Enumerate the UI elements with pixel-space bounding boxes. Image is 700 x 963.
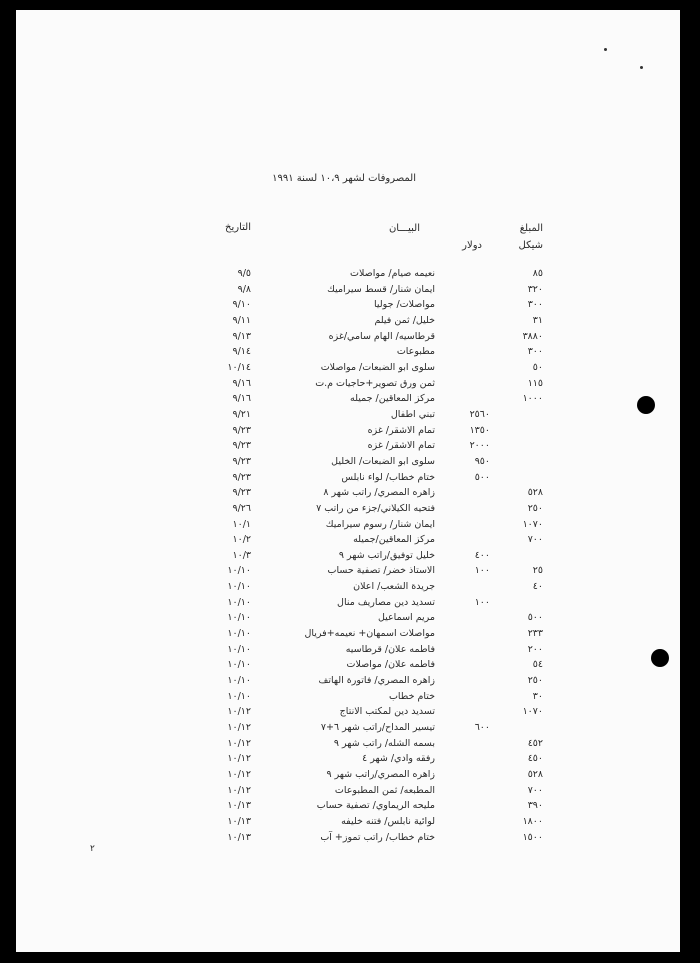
description-cell: تيسير المداح/راتب شهر ٦+٧ bbox=[320, 722, 435, 734]
description-cell: ثمن ورق تصوير+حاجيات م.ت bbox=[315, 377, 435, 389]
table-row bbox=[16, 440, 680, 456]
date-cell: ١٠/١٠ bbox=[227, 612, 251, 624]
description-cell: بسمه الشله/ راتب شهر ٩ bbox=[333, 737, 435, 749]
amount-dollar-cell: ٢٠٠٠ bbox=[469, 440, 490, 452]
description-cell: ختام خطاب/ راتب تموز+ آب bbox=[320, 831, 435, 843]
amount-shekel-cell: ٣٩٠ bbox=[527, 800, 543, 812]
table-row bbox=[16, 785, 680, 801]
document-title: المصروفات لشهر ١٠،٩ لسنة ١٩٩١ bbox=[272, 173, 416, 184]
document-page bbox=[16, 10, 680, 952]
table-row bbox=[16, 331, 680, 347]
description-cell: مطبوعات bbox=[396, 346, 435, 358]
date-cell: ٩/١٦ bbox=[232, 393, 251, 405]
amount-shekel-cell: ٤٥٠ bbox=[527, 753, 543, 765]
date-cell: ١٠/١٢ bbox=[227, 753, 251, 765]
date-cell: ٩/٢٣ bbox=[232, 424, 251, 436]
date-cell: ٩/٢١ bbox=[232, 408, 251, 420]
amount-shekel-cell: ١١٥ bbox=[527, 377, 543, 389]
description-cell: تبني اطفال bbox=[390, 408, 435, 420]
amount-shekel-cell: ٥٠ bbox=[532, 361, 543, 373]
amount-dollar-cell: ١٣٥٠ bbox=[469, 424, 490, 436]
table-row bbox=[16, 550, 680, 566]
description-cell: ايمان شنار/ رسوم سيراميك bbox=[325, 518, 435, 530]
amount-dollar-cell: ٩٥٠ bbox=[474, 455, 490, 467]
header-dollar: دولار bbox=[462, 240, 482, 251]
table-row bbox=[16, 612, 680, 628]
description-cell: فاطمه علان/ قرطاسيه bbox=[345, 643, 435, 655]
amount-shekel-cell: ١٠٧٠ bbox=[522, 706, 543, 718]
table-row bbox=[16, 832, 680, 848]
amount-shekel-cell: ٢٥٠ bbox=[527, 502, 543, 514]
amount-shekel-cell: ١٠٧٠ bbox=[522, 518, 543, 530]
description-cell: مليحه الريماوي/ تصفية حساب bbox=[316, 800, 435, 812]
table-row bbox=[16, 315, 680, 331]
amount-shekel-cell: ٧٠٠ bbox=[527, 534, 543, 546]
date-cell: ١٠/١٠ bbox=[227, 565, 251, 577]
description-cell: زاهره المصري/ فاتورة الهاتف bbox=[318, 675, 435, 687]
date-cell: ١٠/١٠ bbox=[227, 659, 251, 671]
date-cell: ٩/٢٣ bbox=[232, 487, 251, 499]
description-cell: ختام خطاب bbox=[388, 690, 435, 702]
table-row bbox=[16, 284, 680, 300]
description-cell: نعيمه صيام/ مواصلات bbox=[350, 268, 435, 279]
date-cell: ١٠/١٠ bbox=[227, 675, 251, 687]
date-cell: ١٠/٣ bbox=[232, 549, 251, 561]
description-cell: خليل توفيق/راتب شهر ٩ bbox=[338, 549, 435, 561]
description-cell: مركز المعاقين/جميله bbox=[353, 534, 435, 546]
table-row bbox=[16, 659, 680, 675]
table-row bbox=[16, 519, 680, 535]
date-cell: ١٠/١٢ bbox=[227, 706, 251, 718]
date-cell: ١٠/١٢ bbox=[227, 722, 251, 734]
date-cell: ٩/٢٣ bbox=[232, 471, 251, 483]
speck-mark bbox=[604, 48, 607, 51]
amount-shekel-cell: ٥٠٠ bbox=[527, 612, 543, 624]
speck-mark bbox=[640, 66, 643, 69]
table-row bbox=[16, 456, 680, 472]
amount-dollar-cell: ١٠٠ bbox=[474, 565, 490, 577]
description-cell: الاستاذ خضر/ تصفية حساب bbox=[327, 565, 435, 577]
description-cell: قرطاسيه/ الهام سامي/غزه bbox=[328, 330, 435, 342]
date-cell: ٩/٨ bbox=[237, 283, 251, 295]
table-row bbox=[16, 628, 680, 644]
date-cell: ١٠/١٠ bbox=[227, 581, 251, 593]
table-row bbox=[16, 738, 680, 754]
description-cell: تسديد دين مصاريف منال bbox=[337, 596, 435, 608]
amount-dollar-cell: ١٠٠ bbox=[474, 596, 490, 608]
amount-dollar-cell: ٤٠٠ bbox=[474, 549, 490, 561]
table-row bbox=[16, 503, 680, 519]
date-cell: ٩/٢٦ bbox=[232, 502, 251, 514]
date-cell: ٩/٢٣ bbox=[232, 440, 251, 452]
amount-shekel-cell: ٢٥٠ bbox=[527, 675, 543, 687]
description-cell: مريم اسماعيل bbox=[377, 612, 435, 624]
punch-hole-bottom bbox=[651, 649, 669, 667]
amount-shekel-cell: ١٨٠٠ bbox=[522, 815, 543, 827]
description-cell: سلوى ابو الضبعات/ الخليل bbox=[331, 455, 435, 467]
amount-shekel-cell: ٨٥ bbox=[532, 268, 543, 279]
table-row bbox=[16, 425, 680, 441]
expense-table bbox=[16, 268, 680, 847]
date-cell: ١٠/١٤ bbox=[227, 361, 251, 373]
description-cell: تمام الاشقر/ غزه bbox=[367, 424, 435, 436]
amount-dollar-cell: ٢٥٦٠ bbox=[469, 408, 490, 420]
amount-dollar-cell: ٥٠٠ bbox=[474, 471, 490, 483]
table-row bbox=[16, 409, 680, 425]
header-date: التاريخ bbox=[225, 222, 251, 233]
description-cell: تمام الاشقر/ غزه bbox=[367, 440, 435, 452]
date-cell: ١٠/١٢ bbox=[227, 737, 251, 749]
page-mark: ٢ bbox=[90, 844, 95, 854]
description-cell: زاهره المصري/ راتب شهر ٨ bbox=[323, 487, 435, 499]
date-cell: ٩/١٦ bbox=[232, 377, 251, 389]
description-cell: فتحيه الكيلاني/جزء من راتب ٧ bbox=[316, 502, 435, 514]
date-cell: ٩/١٣ bbox=[232, 330, 251, 342]
table-row bbox=[16, 769, 680, 785]
amount-shekel-cell: ٣٠٠ bbox=[527, 346, 543, 358]
description-cell: لوائية نابلس/ فتنه خليفه bbox=[341, 815, 435, 827]
description-cell: ختام خطاب/ لواء نابلس bbox=[341, 471, 435, 483]
description-cell: ايمان شنار/ قسط سيراميك bbox=[327, 283, 435, 295]
date-cell: ١٠/١ bbox=[232, 518, 251, 530]
date-cell: ١٠/١٣ bbox=[227, 831, 251, 843]
date-cell: ٩/١٤ bbox=[232, 346, 251, 358]
amount-shekel-cell: ٣١ bbox=[532, 314, 543, 326]
table-row bbox=[16, 268, 680, 284]
amount-shekel-cell: ٢٥ bbox=[532, 565, 543, 577]
amount-shekel-cell: ٢٣٣ bbox=[527, 628, 543, 640]
amount-dollar-cell: ٦٠٠ bbox=[474, 722, 490, 734]
punch-hole-top bbox=[637, 396, 655, 414]
description-cell: المطبعه/ ثمن المطبوعات bbox=[334, 784, 435, 796]
date-cell: ١٠/١٠ bbox=[227, 690, 251, 702]
date-cell: ٩/١١ bbox=[232, 314, 251, 326]
amount-shekel-cell: ٣٠ bbox=[532, 690, 543, 702]
table-row bbox=[16, 722, 680, 738]
table-row bbox=[16, 800, 680, 816]
table-row bbox=[16, 675, 680, 691]
date-cell: ١٠/٢ bbox=[232, 534, 251, 546]
table-row bbox=[16, 299, 680, 315]
table-row bbox=[16, 393, 680, 409]
date-cell: ١٠/١٣ bbox=[227, 815, 251, 827]
amount-shekel-cell: ٥٢٨ bbox=[527, 487, 543, 499]
table-row bbox=[16, 534, 680, 550]
date-cell: ١٠/١٠ bbox=[227, 628, 251, 640]
table-row bbox=[16, 597, 680, 613]
table-row bbox=[16, 706, 680, 722]
header-amount: المبلغ bbox=[519, 223, 543, 234]
date-cell: ١٠/١٠ bbox=[227, 643, 251, 655]
date-cell: ٩/٥ bbox=[237, 268, 251, 279]
table-row bbox=[16, 565, 680, 581]
header-description: البيـــان bbox=[388, 223, 420, 234]
date-cell: ٩/١٠ bbox=[232, 299, 251, 311]
amount-shekel-cell: ٣٠٠ bbox=[527, 299, 543, 311]
amount-shekel-cell: ٣٢٠ bbox=[527, 283, 543, 295]
description-cell: رفقه وادي/ شهر ٤ bbox=[362, 753, 435, 765]
amount-shekel-cell: ٣٨٨٠ bbox=[522, 330, 543, 342]
amount-shekel-cell: ٤٥٢ bbox=[527, 737, 543, 749]
date-cell: ١٠/١٣ bbox=[227, 800, 251, 812]
amount-shekel-cell: ١٥٠٠ bbox=[522, 831, 543, 843]
date-cell: ٩/٢٣ bbox=[232, 455, 251, 467]
amount-shekel-cell: ٥٤ bbox=[532, 659, 543, 671]
description-cell: فاطمه علان/ مواصلات bbox=[346, 659, 435, 671]
description-cell: مركز المعاقين/ جميله bbox=[350, 393, 435, 405]
table-row bbox=[16, 487, 680, 503]
amount-shekel-cell: ٤٠ bbox=[532, 581, 543, 593]
table-row bbox=[16, 362, 680, 378]
table-row bbox=[16, 581, 680, 597]
table-row bbox=[16, 753, 680, 769]
description-cell: تسديد دين لمكتب الانتاج bbox=[339, 706, 435, 718]
table-row bbox=[16, 691, 680, 707]
date-cell: ١٠/١٢ bbox=[227, 769, 251, 780]
description-cell: سلوى ابو الضبعات/ مواصلات bbox=[320, 361, 435, 373]
date-cell: ١٠/١٠ bbox=[227, 596, 251, 608]
amount-shekel-cell: ٥٢٨ bbox=[527, 769, 543, 780]
table-row bbox=[16, 644, 680, 660]
description-cell: مواصلات اسمهان+ نعيمه+فريال bbox=[304, 628, 435, 640]
description-cell: خليل/ ثمن فيلم bbox=[374, 314, 435, 326]
table-row bbox=[16, 472, 680, 488]
header-shekel: شيكل bbox=[518, 240, 543, 251]
description-cell: جريدة الشعب/ اعلان bbox=[353, 581, 435, 593]
description-cell: زاهره المصري/راتب شهر ٩ bbox=[326, 769, 435, 780]
table-row bbox=[16, 346, 680, 362]
table-row bbox=[16, 378, 680, 394]
table-row bbox=[16, 816, 680, 832]
amount-shekel-cell: ٢٠٠ bbox=[527, 643, 543, 655]
amount-shekel-cell: ٧٠٠ bbox=[527, 784, 543, 796]
amount-shekel-cell: ١٠٠٠ bbox=[522, 393, 543, 405]
date-cell: ١٠/١٢ bbox=[227, 784, 251, 796]
description-cell: مواصلات/ جوليا bbox=[374, 299, 435, 311]
